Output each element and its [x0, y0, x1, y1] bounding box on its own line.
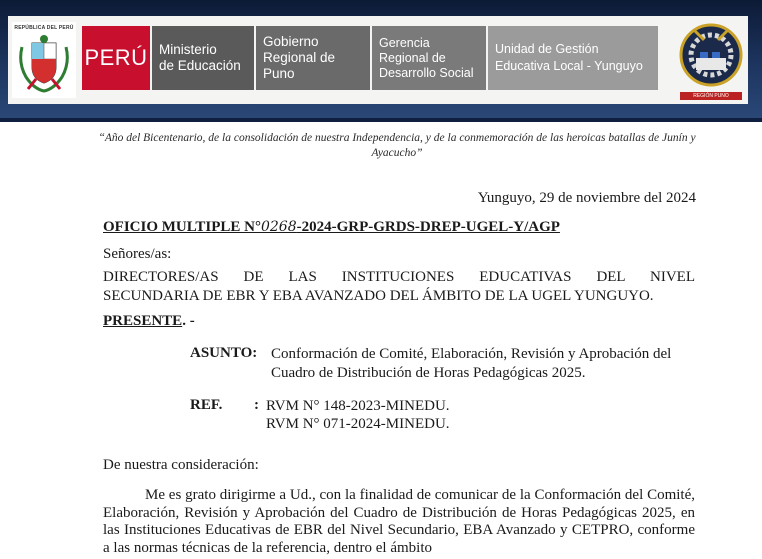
emblem-caption: REGIÓN PUNO: [680, 92, 742, 100]
coat-of-arms-caption: REPÚBLICA DEL PERÚ: [14, 25, 74, 31]
addressee-line-1: DIRECTORES/AS DE LAS INSTITUCIONES EDUCATIVAS DEL NIVEL: [103, 269, 695, 285]
asunto-text: Conformación de Comité, Elaboración, Revisión y Aprobación del Cuadro de Distribución de Horas Pedagógicas 2025.: [271, 346, 672, 381]
ref-list: [266, 397, 450, 433]
presente-label: [103, 313, 195, 330]
addressee: [103, 268, 695, 306]
letterhead-band: [0, 0, 762, 118]
ugel-label: Unidad de Gestión Educativa Local - Yunguyo: [488, 26, 658, 90]
salutation-label: Señores/as:: [103, 246, 172, 262]
gobierno-regional-label: Gobierno Regional de Puno: [256, 26, 370, 90]
document-date: Yunguyo, 29 de noviembre del 2024: [477, 190, 696, 206]
presente-word: PRESENTE: [103, 313, 183, 329]
ref-item: RVM N° 148-2023-MINEDU.: [266, 398, 450, 414]
gerencia-regional-label: Gerencia Regional de Desarrollo Social: [372, 26, 486, 90]
oficio-suffix: -2024-GRP-GRDS-DREP-UGEL-Y/AGP: [296, 219, 560, 235]
emblem-icon: [674, 18, 748, 92]
header-divider: [0, 118, 762, 122]
oficio-handwritten-number: 0268: [260, 219, 297, 235]
ref-label: REF.: [190, 397, 223, 413]
addressee-line-2: SECUNDARIA DE EBR Y EBA AVANZADO DEL ÁMBITO DE LA UGEL YUNGUYO.: [103, 288, 654, 304]
oficio-number: [103, 219, 560, 236]
body-paragraph: Me es grato dirigirme a Ud., con la finalidad de comunicar de la Conformación del Comité, Elaboración, Revisión y Aprobación del Cuadro de Distribución de Horas Pedagógicas 2025, en las Instituciones Educativas de EBR del Nivel Secundario, EBA Avanzado y CETPRO, conforme a las normas técnicas de la referencia, dentro el ámbito: [103, 487, 695, 556]
ministerio-label: Ministerio de Educación: [152, 26, 254, 90]
coat-of-arms: [12, 22, 76, 98]
oficio-prefix: OFICIO MULTIPLE N°: [103, 219, 261, 235]
peru-brand-label: PERÚ: [82, 26, 150, 90]
ref-item: RVM N° 071-2024-MINEDU.: [266, 416, 450, 432]
shield-icon: [18, 33, 70, 93]
year-motto: “Año del Bicentenario, de la consolidación de nuestra Independencia, y de la conmemoración de las heroicas batallas de Junín y Ayacucho”: [98, 132, 696, 159]
greeting: De nuestra consideración:: [103, 457, 259, 473]
asunto-label: ASUNTO:: [190, 345, 258, 361]
presente-tail: . -: [182, 313, 195, 329]
ref-colon: :: [254, 397, 259, 413]
regional-emblem: [674, 18, 748, 102]
